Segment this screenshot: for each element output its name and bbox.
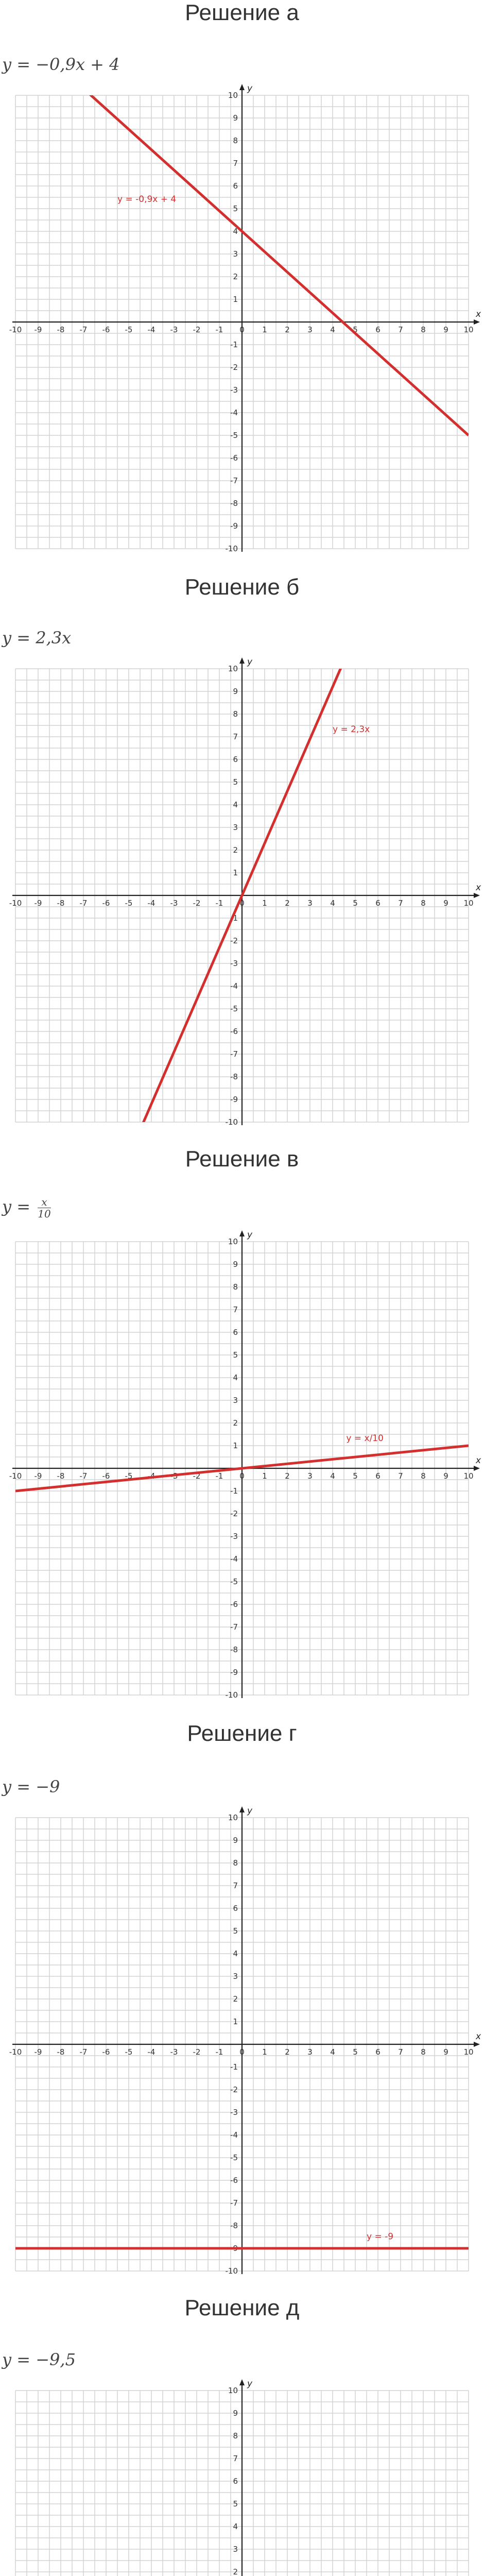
x-tick-label: 3 [307, 899, 313, 908]
x-tick-label: 9 [443, 2047, 448, 2057]
y-tick-label: -7 [230, 476, 238, 485]
y-axis-name: y [247, 1230, 253, 1240]
x-tick-label: 3 [307, 325, 313, 334]
x-tick-label: 10 [463, 325, 474, 334]
y-tick-label: 8 [233, 1858, 238, 1868]
y-tick-label: 4 [233, 1373, 238, 1382]
x-tick-label: -5 [125, 1471, 133, 1481]
y-tick-label: -1 [230, 2062, 238, 2072]
y-tick-label: -2 [230, 2085, 238, 2094]
x-axis-name: x [476, 1455, 481, 1466]
fraction-numerator: x [38, 1196, 50, 1208]
x-tick-label: 10 [463, 899, 474, 908]
x-tick-label: 5 [353, 2047, 358, 2057]
y-tick-label: 3 [233, 1396, 238, 1405]
y-axis-name: y [247, 2379, 253, 2389]
y-tick-label: 8 [233, 709, 238, 719]
y-axis-arrow [239, 657, 245, 664]
x-tick-label: -9 [34, 325, 42, 334]
y-axis-arrow [239, 84, 245, 90]
y-tick-label: 1 [233, 295, 238, 304]
y-tick-label: 7 [233, 2454, 238, 2463]
solution-title-g: Решение г [187, 1721, 297, 1746]
graph-g [0, 1802, 484, 2286]
x-axis-name: x [476, 2031, 481, 2042]
y-tick-label: -3 [230, 959, 238, 968]
x-tick-label: -6 [102, 899, 110, 908]
y-tick-label: 3 [233, 1972, 238, 1981]
y-tick-label: 6 [233, 1904, 238, 1913]
y-tick-label: -4 [230, 1554, 238, 1564]
x-tick-label: 1 [262, 899, 267, 908]
x-tick-label: -7 [79, 1471, 88, 1481]
x-tick-label: -6 [102, 2047, 110, 2057]
x-tick-label: -9 [34, 899, 42, 908]
x-tick-label: -9 [34, 2047, 42, 2057]
y-axis-name: y [247, 1806, 253, 1816]
graph-a [0, 80, 484, 564]
x-tick-label: 1 [262, 1471, 267, 1481]
x-axis-arrow [474, 2042, 480, 2047]
x-tick-label: -3 [170, 1471, 178, 1481]
x-tick-label: -1 [215, 2047, 223, 2057]
x-tick-label: -1 [215, 1471, 223, 1481]
y-tick-label: -10 [225, 2266, 238, 2276]
x-tick-label: -4 [147, 325, 155, 334]
y-tick-label: -1 [230, 1486, 238, 1496]
y-tick-label: 2 [233, 1994, 238, 2004]
y-tick-label: 5 [233, 2499, 238, 2509]
x-tick-label: -10 [9, 2047, 22, 2057]
y-tick-label: -10 [225, 544, 238, 553]
x-tick-label: 8 [421, 2047, 426, 2057]
x-tick-label: 0 [239, 2047, 245, 2057]
y-tick-label: 4 [233, 2522, 238, 2531]
y-tick-label: -7 [230, 1049, 238, 1059]
x-axis-arrow [474, 1466, 480, 1471]
y-tick-label: 3 [233, 249, 238, 259]
formula-a [2, 54, 120, 75]
y-tick-label: 6 [233, 181, 238, 191]
x-tick-label: 7 [398, 325, 403, 334]
x-tick-label: 4 [330, 325, 335, 334]
x-tick-label: 5 [353, 899, 358, 908]
x-tick-label: -7 [79, 899, 88, 908]
y-tick-label: 1 [233, 2017, 238, 2026]
x-tick-label: -3 [170, 325, 178, 334]
y-tick-label: 9 [233, 2409, 238, 2418]
x-tick-label: 10 [463, 2047, 474, 2057]
x-tick-label: 6 [375, 2047, 381, 2057]
y-tick-label: -3 [230, 1532, 238, 1541]
y-tick-label: -10 [225, 1690, 238, 1700]
x-tick-label: -5 [125, 325, 133, 334]
x-tick-label: 5 [353, 325, 358, 334]
formula-main: y = −9 [2, 1777, 60, 1797]
y-tick-label: 3 [233, 823, 238, 832]
y-tick-label: -5 [230, 2153, 238, 2162]
x-tick-label: 1 [262, 2047, 267, 2057]
y-tick-label: 8 [233, 2431, 238, 2441]
x-tick-label: 8 [421, 1471, 426, 1481]
x-tick-label: -6 [102, 1471, 110, 1481]
formula-main: y = 2,3x [2, 628, 72, 648]
x-tick-label: -8 [57, 325, 65, 334]
formula-g [2, 1776, 60, 1797]
graph-v [0, 1226, 484, 1710]
function-label: y = x/10 [346, 1433, 384, 1444]
y-tick-label: 8 [233, 1282, 238, 1292]
x-tick-label: -7 [79, 2047, 88, 2057]
x-tick-label: -10 [9, 899, 22, 908]
y-tick-label: -4 [230, 408, 238, 417]
x-tick-label: -8 [57, 899, 65, 908]
y-tick-label: 8 [233, 136, 238, 145]
x-tick-label: 9 [443, 899, 448, 908]
y-tick-label: 4 [233, 800, 238, 809]
y-tick-label: 10 [228, 1237, 238, 1246]
y-tick-label: -2 [230, 936, 238, 945]
y-tick-label: 7 [233, 1881, 238, 1890]
y-tick-label: 9 [233, 687, 238, 696]
x-tick-label: 7 [398, 2047, 403, 2057]
y-tick-label: -2 [230, 363, 238, 372]
x-tick-label: -4 [147, 899, 155, 908]
y-tick-label: 7 [233, 1305, 238, 1314]
x-axis-arrow [474, 319, 480, 325]
x-tick-label: 8 [421, 325, 426, 334]
x-tick-label: 4 [330, 899, 335, 908]
x-tick-label: 7 [398, 899, 403, 908]
y-axis-arrow [239, 1230, 245, 1236]
x-axis-name: x [476, 883, 481, 893]
x-tick-label: -4 [147, 1471, 155, 1481]
graph-b [0, 653, 484, 1138]
y-tick-label: -1 [230, 340, 238, 349]
x-tick-label: 8 [421, 899, 426, 908]
y-tick-label: 5 [233, 1350, 238, 1360]
graph-d [0, 2375, 484, 2576]
y-tick-label: -4 [230, 981, 238, 991]
x-tick-label: -8 [57, 1471, 65, 1481]
y-tick-label: -7 [230, 1622, 238, 1632]
y-axis-arrow [239, 2379, 245, 2385]
x-tick-label: 0 [239, 1471, 245, 1481]
x-tick-label: 4 [330, 2047, 335, 2057]
x-tick-label: -5 [125, 899, 133, 908]
y-tick-label: 10 [228, 91, 238, 100]
formula-d [2, 2349, 76, 2370]
y-tick-label: 7 [233, 159, 238, 168]
y-tick-label: 2 [233, 845, 238, 855]
x-tick-label: -4 [147, 2047, 155, 2057]
formula-main: y = −0,9x + 4 [2, 55, 120, 74]
y-tick-label: -5 [230, 1004, 238, 1013]
y-tick-label: -9 [230, 521, 238, 531]
y-tick-label: 4 [233, 1949, 238, 1958]
y-axis-name: y [247, 83, 253, 94]
x-tick-label: -2 [193, 1471, 201, 1481]
x-tick-label: 1 [262, 325, 267, 334]
y-tick-label: -6 [230, 453, 238, 463]
y-tick-label: 9 [233, 113, 238, 123]
solution-title-b: Решение б [184, 574, 300, 600]
formula-v [2, 1196, 51, 1219]
y-tick-label: -8 [230, 2221, 238, 2230]
y-tick-label: 10 [228, 664, 238, 673]
x-tick-label: 10 [463, 1471, 474, 1481]
x-tick-label: -7 [79, 325, 88, 334]
x-tick-label: 3 [307, 1471, 313, 1481]
y-tick-label: -3 [230, 2108, 238, 2117]
x-tick-label: 2 [285, 2047, 290, 2057]
x-tick-label: -8 [57, 2047, 65, 2057]
y-tick-label: 2 [233, 272, 238, 281]
y-tick-label: 2 [233, 2567, 238, 2576]
x-tick-label: 2 [285, 899, 290, 908]
function-label: y = -0,9x + 4 [117, 194, 177, 205]
y-tick-label: 5 [233, 204, 238, 213]
x-tick-label: -9 [34, 1471, 42, 1481]
x-tick-label: 6 [375, 1471, 381, 1481]
y-tick-label: -8 [230, 499, 238, 508]
y-tick-label: -6 [230, 1600, 238, 1609]
x-tick-label: -2 [193, 325, 201, 334]
formula-b [2, 628, 71, 648]
x-axis-arrow [474, 893, 480, 898]
formula-main: y = [2, 1197, 31, 1216]
y-tick-label: 3 [233, 2545, 238, 2554]
fraction-denominator: 10 [38, 1208, 51, 1220]
y-tick-label: -2 [230, 1509, 238, 1518]
y-axis-arrow [239, 1806, 245, 1812]
x-axis-name: x [476, 309, 481, 319]
y-tick-label: 2 [233, 1418, 238, 1428]
y-tick-label: 6 [233, 2477, 238, 2486]
y-tick-label: 10 [228, 1813, 238, 1822]
x-tick-label: 9 [443, 1471, 448, 1481]
formula-main: y = −9,5 [2, 2350, 76, 2369]
solution-title-a: Решение а [185, 0, 299, 25]
x-tick-label: -3 [170, 899, 178, 908]
function-label: y = -9 [367, 2231, 394, 2242]
y-tick-label: -9 [230, 1095, 238, 1104]
y-tick-label: -9 [230, 2244, 238, 2253]
x-tick-label: -6 [102, 325, 110, 334]
x-tick-label: -1 [215, 899, 223, 908]
function-label: y = 2,3x [333, 724, 370, 735]
y-tick-label: 4 [233, 227, 238, 236]
y-tick-label: -4 [230, 2130, 238, 2140]
x-tick-label: 0 [239, 899, 245, 908]
y-tick-label: -6 [230, 1027, 238, 1036]
x-tick-label: 9 [443, 325, 448, 334]
x-tick-label: 2 [285, 325, 290, 334]
solution-title-v: Решение в [185, 1146, 299, 1172]
x-tick-label: 4 [330, 1471, 335, 1481]
x-tick-label: 3 [307, 2047, 313, 2057]
y-tick-label: 10 [228, 2386, 238, 2395]
x-tick-label: -3 [170, 2047, 178, 2057]
x-tick-label: 6 [375, 325, 381, 334]
x-tick-label: -1 [215, 325, 223, 334]
y-tick-label: 1 [233, 1441, 238, 1450]
x-tick-label: -5 [125, 2047, 133, 2057]
y-tick-label: -3 [230, 385, 238, 395]
y-tick-label: -1 [230, 913, 238, 923]
x-tick-label: -2 [193, 2047, 201, 2057]
x-tick-label: 2 [285, 1471, 290, 1481]
y-tick-label: -8 [230, 1072, 238, 1081]
y-tick-label: 5 [233, 777, 238, 787]
y-tick-label: 6 [233, 755, 238, 764]
y-tick-label: -7 [230, 2198, 238, 2208]
y-tick-label: 9 [233, 1836, 238, 1845]
x-tick-label: 0 [239, 325, 245, 334]
y-tick-label: 6 [233, 1328, 238, 1337]
x-tick-label: 6 [375, 899, 381, 908]
y-tick-label: -10 [225, 1117, 238, 1127]
y-tick-label: -9 [230, 1668, 238, 1677]
x-tick-label: 7 [398, 1471, 403, 1481]
x-tick-label: -2 [193, 899, 201, 908]
y-tick-label: 5 [233, 1926, 238, 1936]
y-tick-label: -6 [230, 2176, 238, 2185]
y-tick-label: 7 [233, 732, 238, 741]
x-tick-label: -10 [9, 325, 22, 334]
y-axis-name: y [247, 657, 253, 667]
y-tick-label: -5 [230, 431, 238, 440]
y-tick-label: 1 [233, 868, 238, 877]
x-tick-label: 5 [353, 1471, 358, 1481]
y-tick-label: -8 [230, 1645, 238, 1654]
y-tick-label: 9 [233, 1260, 238, 1269]
formula-fraction [38, 1196, 50, 1219]
x-tick-label: -10 [9, 1471, 22, 1481]
y-tick-label: -5 [230, 1577, 238, 1586]
solution-title-d: Решение д [184, 2295, 300, 2320]
